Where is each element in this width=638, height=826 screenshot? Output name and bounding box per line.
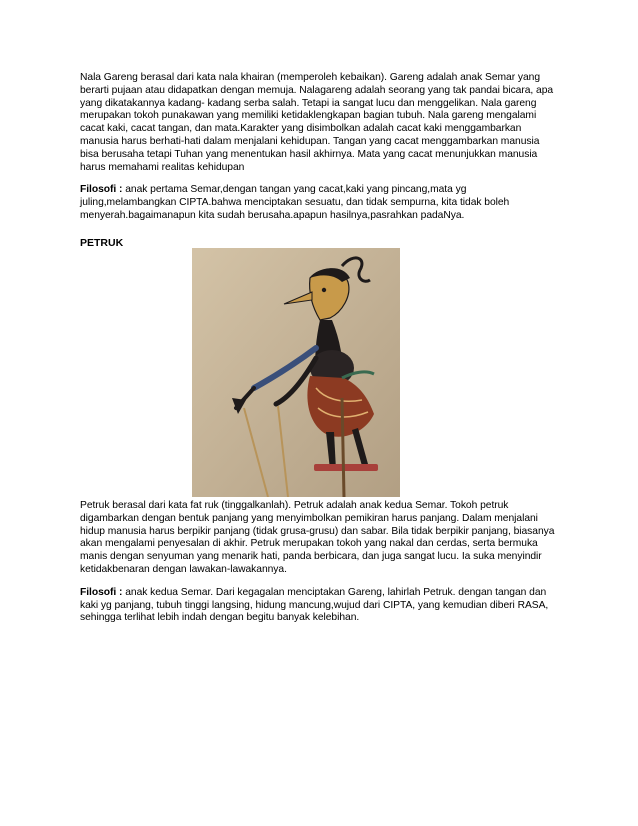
text-line: digambarkan dengan bentuk panjang yang menyimbolkan pemikiran harus panjang. Dalam menjalani: [80, 512, 538, 524]
text-line: manusia harus berhati-hati dalam menjalani kehidupan. Tangan yang cacat menggambarkan manusia: [80, 135, 540, 147]
puppet-illustration: [192, 248, 400, 497]
filosofi-gareng-paragraph: [80, 184, 570, 222]
text-line: kaki yg panjang, tubuh tinggi langsing, hidung mancung,wujud dari CIPTA, yang kemudian diberi RASA,: [80, 599, 549, 611]
document-page: [80, 72, 570, 249]
text-line: cacat kaki, cacat tangan, dan mata.Karakter yang disimbolkan adalah cacat kaki menggambarkan: [80, 123, 522, 135]
text-line: merupakan tokoh punakawan yang memiliki ketidaklengkapan bagian tubuh. Nala gareng mengalami: [80, 110, 537, 122]
filosofi-label: Filosofi :: [80, 586, 123, 598]
text-line: harus memahami realitas kehidupan: [80, 161, 245, 173]
text-line: yang dikatakannya kadang- kadang serba salah. Tetapi ia sangat lucu dan menggelikan. Nala gareng: [80, 97, 537, 109]
text-line: ketidakbenaran dengan lawakan-lawakannya.: [80, 563, 287, 575]
text-line: akan mengalami penyesalan di akhir. Petruk merupakan tokoh yang nakal dan cerdas, serta bermuka: [80, 538, 538, 550]
filosofi-petruk-paragraph: [80, 587, 570, 625]
petruk-puppet-image: [192, 248, 400, 497]
filosofi-label: Filosofi :: [80, 184, 123, 196]
text-line: anak kedua Semar. Dari kegagalan menciptakan Gareng, lahirlah Petruk. dengan tangan dan: [122, 586, 547, 598]
nala-gareng-paragraph: [80, 72, 570, 174]
text-line: Nala Gareng berasal dari kata nala khairan (memperoleh kebaikan). Gareng adalah anak Semar yang: [80, 72, 541, 83]
text-line: anak pertama Semar,dengan tangan yang cacat,kaki yang pincang,mata yg: [122, 184, 467, 196]
petruk-heading: PETRUK: [80, 236, 124, 249]
petruk-paragraph: [80, 500, 570, 577]
text-line: manis dengan senyuman yang menarik hati, panda berbicara, dan juga sangat lucu. Ia suka menyindir: [80, 551, 542, 563]
text-line: menyerah.bagaimanapun kita sudah berusaha.apapun hasilnya,pasrahkan padaNya.: [80, 209, 465, 221]
text-line: Petruk berasal dari kata fat ruk (tinggalkanlah). Petruk adalah anak kedua Semar. Tokoh petruk: [80, 500, 509, 511]
lower-text-block: [80, 500, 570, 625]
text-line: berarti pujaan atau didapatkan dengan memuja. Nalagareng adalah seorang yang tak pandai bicara, apa: [80, 84, 554, 96]
text-line: juling,melambangkan CIPTA.bahwa menciptakan sesuatu, dan tidak sempurna, kita tidak boleh: [80, 197, 510, 209]
text-line: sehingga terlihat lebih indah dengan begitu banyak kelebihan.: [80, 612, 360, 624]
text-line: hidup manusia harus berpikir panjang (tidak grusa-grusu) dan sabar. Bila tidak berpikir panjang, biasanya: [80, 525, 555, 537]
text-line: bisa berusaha tetapi Tuhan yang menentukan hasil akhirnya. Mata yang cacat menunjukkan manusia: [80, 148, 538, 160]
